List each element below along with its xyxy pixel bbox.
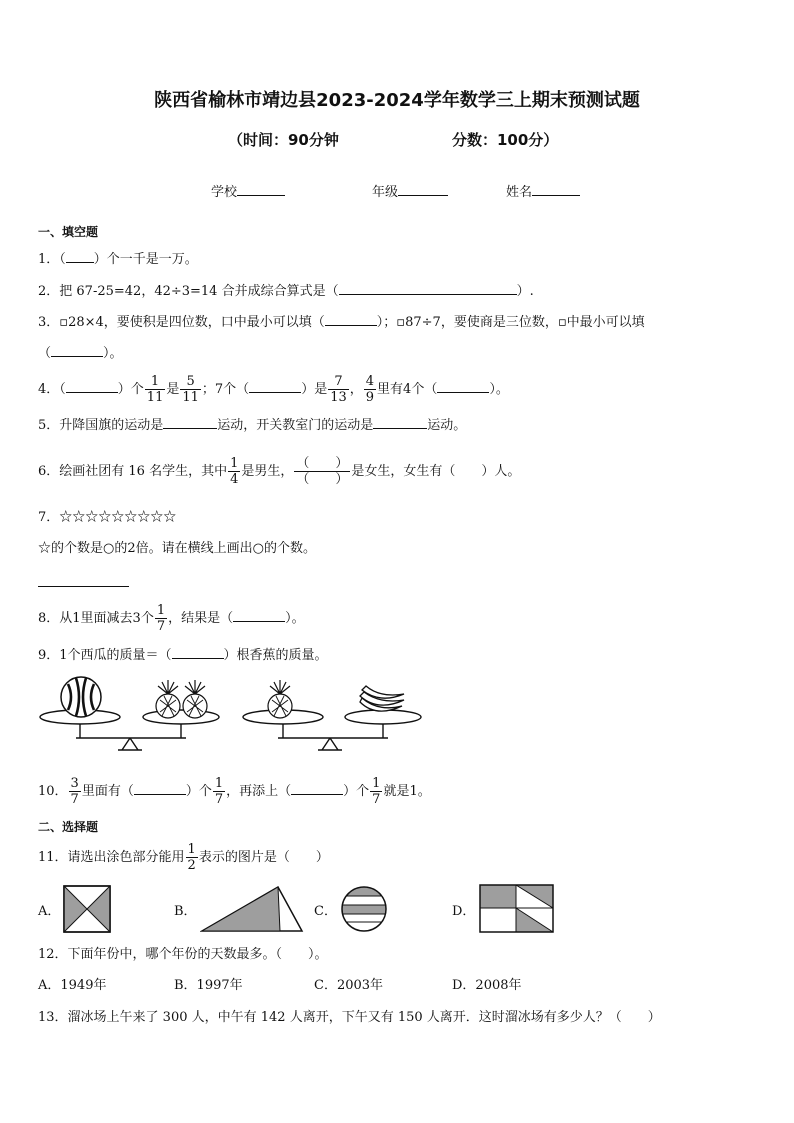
- exam-time: （时间：90分钟: [228, 131, 339, 149]
- q1-text-end: ）个一千是一万。: [93, 252, 198, 267]
- q2-text-end: ）.: [516, 284, 534, 299]
- question-3-cont: [38, 342, 123, 364]
- grade-blank[interactable]: [398, 181, 448, 196]
- q4-fraction-3: $\frac{7}{13}$: [330, 374, 347, 405]
- q6-answer-fraction[interactable]: $\frac{( )}{( )}$: [296, 456, 349, 487]
- question-1: [38, 248, 198, 270]
- question-9: [38, 644, 328, 666]
- q6-fraction: $\frac{1}{4}$: [230, 456, 239, 487]
- q10-text-e: ）个: [343, 784, 370, 799]
- q4-blank-2[interactable]: [249, 378, 301, 393]
- pineapple-icon: [268, 680, 292, 718]
- q10-blank-2[interactable]: [291, 780, 343, 795]
- q12-option-c[interactable]: C．2003年: [314, 978, 384, 993]
- q10-fraction-2: $\frac{1}{7}$: [214, 776, 224, 807]
- q6-text-b: 是男生，: [241, 464, 294, 479]
- q10-text-f: 就是1。: [383, 784, 431, 799]
- question-2: [38, 280, 534, 302]
- watermelon-icon: [61, 677, 101, 717]
- q3-text-c: （: [38, 346, 52, 361]
- question-8: [38, 603, 305, 634]
- q3-blank-1[interactable]: [325, 311, 377, 326]
- q4-text-f: ，: [349, 382, 363, 397]
- question-10: [38, 776, 431, 807]
- q11-fraction: $\frac{1}{2}$: [187, 842, 196, 873]
- q10-text-d: ，再添上（: [226, 784, 292, 799]
- question-7: 7．☆☆☆☆☆☆☆☆☆: [38, 510, 177, 525]
- q5-text-c: 运动。: [427, 418, 467, 433]
- q12-option-a[interactable]: A．1949年: [38, 978, 107, 993]
- section-fill-blank-title: 一、填空题: [38, 225, 99, 239]
- grade-field[interactable]: [372, 181, 448, 200]
- q8-fraction: $\frac{1}{7}$: [156, 603, 166, 634]
- q1-text: 1．（: [38, 252, 66, 267]
- q10-blank-1[interactable]: [134, 780, 186, 795]
- q3-text-end: ）。: [103, 346, 123, 361]
- q4-fraction-1: $\frac{1}{11}$: [146, 374, 164, 405]
- q6-text-c: 是女生，女生有（ ）人。: [351, 464, 521, 479]
- question-5: [38, 414, 466, 436]
- question-13: 13．溜冰场上午来了 300 人，中午有 142 人离开，下午又有 150 人离开．这时溜冰场有多少人？（ ）: [38, 1010, 661, 1025]
- q9-blank[interactable]: [172, 644, 224, 659]
- question-6: [38, 456, 520, 487]
- q5-text: 5．升降国旗的运动是: [38, 418, 164, 433]
- q10-text-b: 里面有（: [81, 784, 134, 799]
- q4-text-c: 是: [166, 382, 180, 397]
- question-4: [38, 374, 509, 405]
- name-label: 姓名: [506, 185, 533, 200]
- q9-text-b: ）根香蕉的质量。: [223, 648, 328, 663]
- q8-text-b: ，结果是（: [168, 611, 234, 626]
- q8-text-c: ）。: [285, 611, 305, 626]
- q11-text-b: 表示的图片是（ ）: [198, 850, 329, 865]
- page-title: 陕西省榆林市靖边县2023-2024学年数学三上期末预测试题: [154, 90, 640, 111]
- q4-text: 4．（: [38, 382, 66, 397]
- q10-text: 10．: [38, 784, 68, 799]
- scale-right: [243, 710, 421, 750]
- q5-text-b: 运动，开关教室门的运动是: [217, 418, 374, 433]
- question-12: 12．下面年份中，哪个年份的天数最多。（ ）。: [38, 947, 328, 962]
- q12-option-b[interactable]: B．1997年: [174, 978, 243, 993]
- question-3: [38, 311, 645, 333]
- banana-icon: [360, 686, 404, 711]
- q10-fraction-3: $\frac{1}{7}$: [372, 776, 381, 807]
- q8-text: 8．从1里面减去3个: [38, 611, 154, 626]
- q10-fraction-1: $\frac{3}{7}$: [70, 776, 79, 807]
- option-a-label[interactable]: A．: [38, 904, 61, 919]
- q2-blank[interactable]: [339, 280, 517, 295]
- option-d-rectangle-figure[interactable]: [479, 884, 555, 934]
- q1-blank[interactable]: [66, 248, 94, 263]
- name-blank[interactable]: [532, 181, 580, 196]
- q4-text-d: ；7个（: [201, 382, 250, 397]
- q5-blank-2[interactable]: [373, 414, 427, 429]
- q4-text-g: 里有4个（: [377, 382, 438, 397]
- option-a-square-figure[interactable]: [63, 885, 111, 933]
- q11-text: 11．请选出涂色部分能用: [38, 850, 185, 865]
- q6-text: 6．绘画社团有 16 名学生，其中: [38, 464, 228, 479]
- option-c-label[interactable]: C．: [314, 904, 337, 919]
- q9-text: 9．1个西瓜的质量＝（: [38, 648, 172, 663]
- q4-text-h: ）。: [489, 382, 509, 397]
- question-7-text: ☆的个数是○的2倍。请在横线上画出○的个数。: [38, 541, 316, 556]
- pineapple-icon: [156, 680, 180, 718]
- q7-answer-line[interactable]: [38, 586, 129, 587]
- q4-blank-1[interactable]: [66, 378, 118, 393]
- q2-text: 2．把 67-25=42，42÷3=14 合并成综合算式是（: [38, 284, 339, 299]
- school-field[interactable]: [211, 181, 285, 200]
- q5-blank-1[interactable]: [163, 414, 217, 429]
- balance-scales-illustration: [38, 672, 428, 764]
- q3-text-mid: ）；▫87÷7，要使商是三位数，▫中最小可以填: [376, 315, 645, 330]
- q4-fraction-4: $\frac{4}{9}$: [365, 374, 375, 405]
- q4-text-e: ）是: [301, 382, 328, 397]
- option-c-circle-figure[interactable]: [339, 885, 389, 933]
- exam-score: 分数：100分）: [452, 131, 559, 149]
- q4-fraction-2: $\frac{5}{11}$: [182, 374, 199, 405]
- pineapple-icon: [183, 680, 207, 718]
- section-choice-title: 二、选择题: [38, 820, 99, 834]
- grade-label: 年级: [372, 185, 399, 200]
- q12-option-d[interactable]: D．2008年: [452, 978, 522, 993]
- q8-blank[interactable]: [233, 607, 285, 622]
- q3-blank-2[interactable]: [51, 342, 103, 357]
- name-field[interactable]: [506, 181, 580, 200]
- school-label: 学校: [211, 185, 238, 200]
- option-b-triangle-figure[interactable]: [200, 885, 305, 933]
- q3-text: 3．▫28×4，要使积是四位数，口中最小可以填（: [38, 315, 325, 330]
- q4-text-b: ）个: [117, 382, 144, 397]
- school-blank[interactable]: [237, 181, 285, 196]
- q10-text-c: ）个: [185, 784, 212, 799]
- option-b-label[interactable]: B．: [174, 904, 197, 919]
- option-d-label[interactable]: D．: [452, 904, 476, 919]
- q4-blank-3[interactable]: [437, 378, 489, 393]
- question-11: [38, 842, 329, 873]
